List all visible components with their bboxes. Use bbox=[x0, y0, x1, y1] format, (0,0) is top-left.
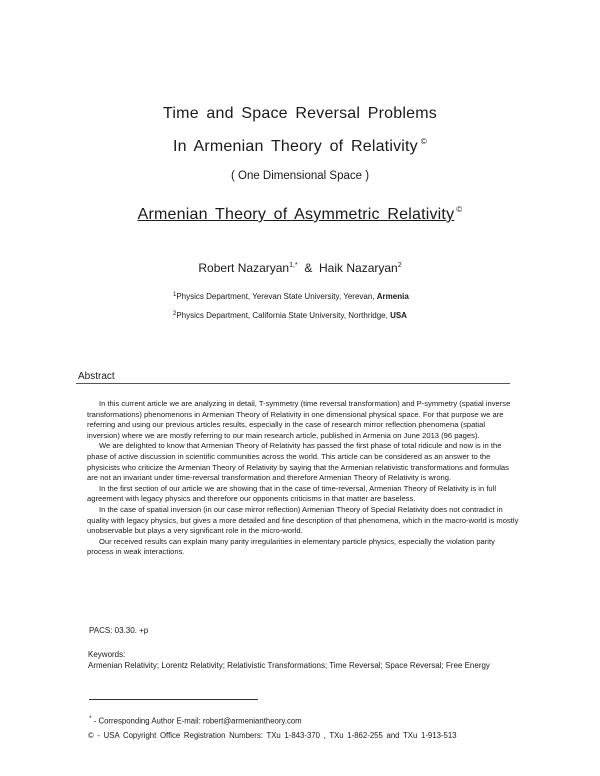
corresponding-author-mark: * bbox=[89, 715, 92, 722]
abstract-paragraph bbox=[87, 484, 519, 505]
affiliation-1-country: Armenia bbox=[376, 292, 409, 301]
corresponding-author-footnote bbox=[89, 715, 302, 726]
author-1-affiliation-mark: 1,* bbox=[289, 262, 298, 269]
author-2-name: Haik Nazaryan bbox=[319, 261, 398, 275]
author-line bbox=[0, 261, 600, 275]
alternate-title-text: Armenian Theory of Asymmetric Relativity bbox=[137, 206, 455, 223]
copyright-footnote: © - USA Copyright Office Registration Numbers: TXu 1-843-370 , TXu 1-862-255 and TXu 1-913-513 bbox=[88, 731, 457, 740]
abstract-heading: Abstract bbox=[78, 371, 115, 382]
abstract-divider bbox=[76, 383, 510, 384]
affiliation-2-country: USA bbox=[390, 311, 407, 320]
author-1-name: Robert Nazaryan bbox=[198, 261, 290, 275]
abstract-paragraph bbox=[87, 399, 519, 441]
affiliation-2-text: Physics Department, California State University, Northridge, bbox=[176, 311, 391, 320]
author-2-affiliation-mark: 2 bbox=[397, 262, 402, 269]
corresponding-author-text: - Corresponding Author E-mail: robert@armeniantheory.com bbox=[91, 716, 302, 726]
abstract-paragraph bbox=[87, 505, 519, 537]
abstract-paragraph-text: In this current article we are analyzing in detail, T-symmetry (time reversal transformation) and P-symmetry (spatial inverse transformations) phenomenons in Armenian Theory of Relativity in one dimensional physical space. For that purpose we are referring and using our previous articles results, especially in the case of research mirror reflection phenomena (spatial inversion) where we are mostly referring to our main research article, published in Armenia on June 2013 (96 pages). bbox=[87, 399, 511, 440]
author-separator: & bbox=[304, 261, 313, 275]
paper-subtitle: ( One Dimensional Space ) bbox=[230, 170, 370, 182]
footnote-divider bbox=[89, 699, 258, 700]
abstract-paragraph-text: Our received results can explain many parity irregularities in elementary particle physics, especially the violation parity process in weak interactions. bbox=[87, 536, 495, 557]
abstract-paragraph-text: In the case of spatial inversion (in our case mirror reflection) Armenian Theory of Special Relativity does not contradict in quality with legacy physics, but gives a more detailed and fine description of that phenomena, which in the macro-world is mostly unobservable but plays a very significant role in the micro-world. bbox=[87, 504, 519, 536]
paper-title-line-2 bbox=[0, 137, 600, 156]
keywords-label: Keywords: bbox=[88, 650, 126, 659]
affiliation-2 bbox=[173, 311, 407, 320]
paper-title-line-1: Time and Space Reversal Problems bbox=[163, 105, 437, 122]
alternate-title-copyright-mark: © bbox=[456, 205, 463, 214]
abstract-paragraph bbox=[87, 441, 519, 483]
keywords-list: Armenian Relativity; Lorentz Relativity; Relativistic Transformations; Time Reversal; Space Reversal; Free Energy bbox=[88, 661, 490, 670]
abstract-paragraph bbox=[87, 537, 519, 558]
title-copyright-mark: © bbox=[420, 137, 427, 146]
alternate-title bbox=[0, 205, 600, 224]
pacs-code: PACS: 03.30. +p bbox=[89, 626, 149, 635]
affiliation-1 bbox=[173, 292, 409, 301]
abstract-paragraph-text: In the first section of our article we are showing that in the case of time-reversal, Armenian Theory of Relativity is in full agreement with legacy physics and therefore our opponents criticisms in that matter are baseless. bbox=[87, 483, 497, 504]
abstract-body bbox=[87, 399, 519, 558]
paper-title-line-2-text: In Armenian Theory of Relativity bbox=[173, 138, 418, 155]
affiliation-1-number: 1 bbox=[173, 292, 177, 298]
affiliation-1-text: Physics Department, Yerevan State University, Yerevan, bbox=[176, 292, 377, 301]
affiliation-2-number: 2 bbox=[173, 311, 177, 317]
abstract-paragraph-text: We are delighted to know that Armenian Theory of Relativity has passed the first phase of total ridicule and now is in the phase of active discussion in scientific communities across the world. This article can be considered as an answer to the physicists who criticize the Armenian Theory of Relativity by saying that the Armenian relativistic transformations and formulas are not an invariant under time-reversal transformation and therefore Armenian Theory of Relativity is wrong. bbox=[87, 441, 509, 483]
